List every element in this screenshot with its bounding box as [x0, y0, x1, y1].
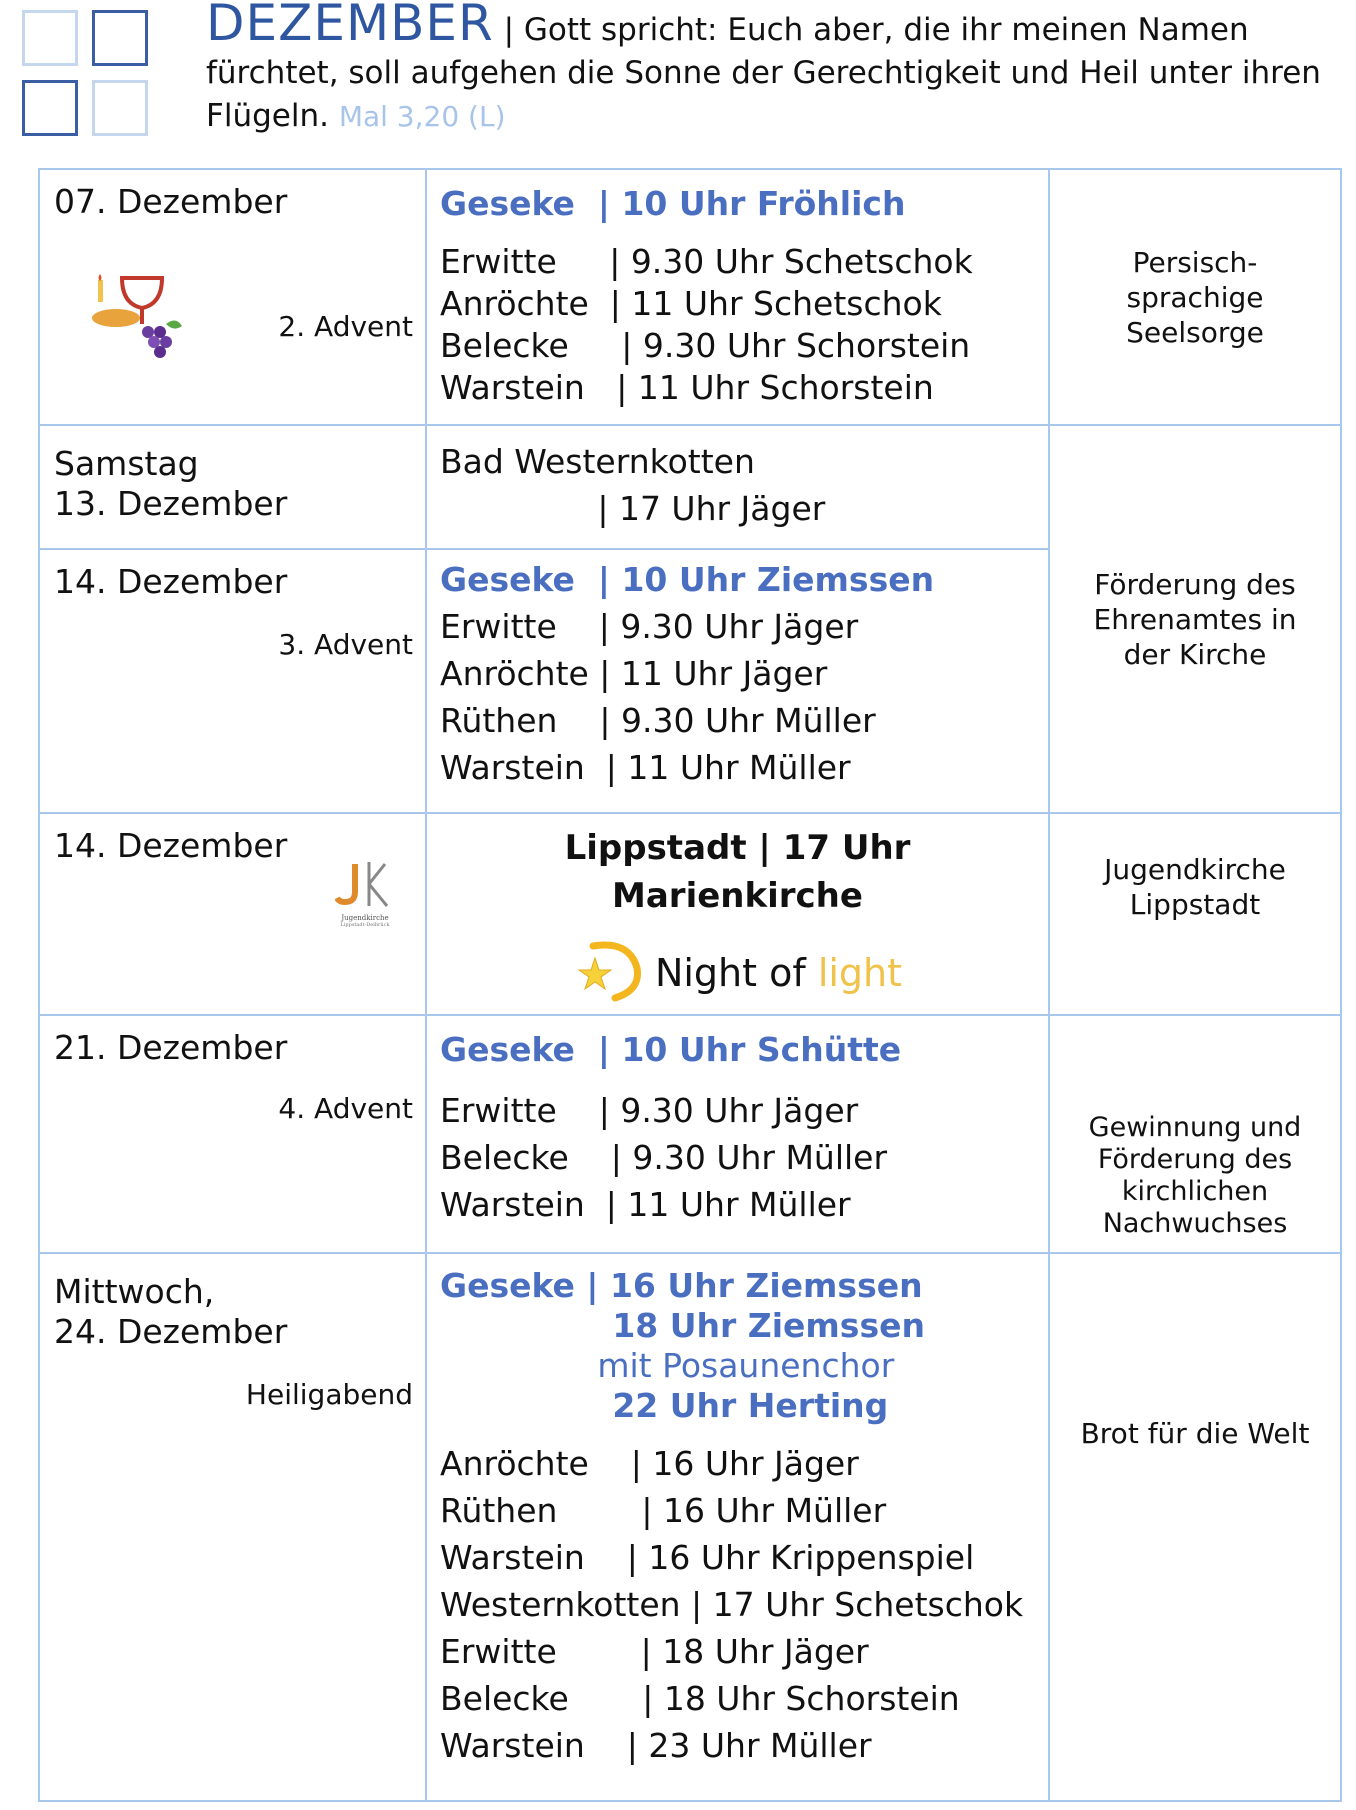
logo-square-dark — [22, 80, 78, 136]
date-label: 13. Dezember — [54, 484, 288, 523]
service-line: Erwitte | 18 Uhr Jäger — [440, 1632, 869, 1671]
collection-purpose: Förderung des Ehrenamtes in der Kirche — [1093, 567, 1297, 671]
service-line: mit Posaunenchor — [440, 1346, 895, 1385]
services-cell — [426, 813, 1049, 1015]
date-label: 07. Dezember — [54, 182, 288, 221]
table-row — [39, 1253, 1341, 1801]
service-place-time: Lippstadt | 17 Uhr — [564, 828, 911, 868]
logo-caption: Jugendkirche — [341, 914, 389, 922]
service-line: 18 Uhr Ziemssen — [440, 1306, 925, 1345]
service-line: Bad Westernkotten — [440, 442, 755, 481]
date-label: 24. Dezember — [54, 1312, 288, 1351]
date-weekday: Mittwoch, — [54, 1272, 215, 1311]
service-line: Erwitte | 9.30 Uhr Jäger — [440, 607, 859, 646]
service-line: Warstein | 16 Uhr Krippenspiel — [440, 1538, 975, 1577]
service-line: Rüthen | 9.30 Uhr Müller — [440, 701, 876, 740]
page-header — [206, 2, 1346, 138]
date-weekday: Samstag — [54, 444, 199, 483]
service-line: Belecke | 9.30 Uhr Schorstein — [440, 326, 971, 365]
date-label: 14. Dezember — [54, 826, 288, 865]
collection-cell — [1049, 169, 1341, 425]
service-line: Geseke | 10 Uhr Ziemssen — [440, 560, 935, 599]
light-label: light — [817, 951, 903, 995]
date-cell — [39, 169, 426, 425]
collection-cell — [1049, 813, 1341, 1015]
occasion-label: 3. Advent — [278, 628, 413, 661]
jugendkirche-logo-icon — [330, 858, 400, 928]
service-line: Anröchte | 16 Uhr Jäger — [440, 1444, 859, 1483]
service-line: | 17 Uhr Jäger — [440, 489, 826, 528]
occasion-label: 4. Advent — [278, 1092, 413, 1125]
date-cell — [39, 425, 426, 549]
logo-square-dark — [92, 10, 148, 66]
logo-subcaption: Lippstadt-Delbrück — [340, 922, 390, 928]
communion-icon — [88, 272, 188, 366]
service-line: Erwitte | 9.30 Uhr Schetschok — [440, 242, 973, 281]
collection-cell — [1049, 1253, 1341, 1801]
service-line: Warstein | 11 Uhr Schorstein — [440, 368, 934, 407]
collection-purpose: Gewinnung und Förderung des kirchlichen Nachwuchses — [1088, 1112, 1302, 1239]
logo-squares — [22, 10, 152, 140]
verse-reference: Mal 3,20 (L) — [338, 100, 506, 133]
service-line: Rüthen | 16 Uhr Müller — [440, 1491, 887, 1530]
month-title: DEZEMBER — [206, 0, 494, 52]
services-cell — [426, 1253, 1049, 1801]
shooting-star-icon — [573, 940, 643, 1011]
logo-square-light — [92, 80, 148, 136]
date-cell — [39, 1015, 426, 1253]
services-cell — [426, 1015, 1049, 1253]
service-church: Marienkirche — [612, 876, 863, 916]
date-cell — [39, 813, 426, 1015]
table-row — [39, 1015, 1341, 1253]
service-line: Warstein | 23 Uhr Müller — [440, 1726, 872, 1765]
service-line: Anröchte | 11 Uhr Schetschok — [440, 284, 942, 323]
night-of-label: Night of — [654, 951, 818, 995]
monthly-verse: | Gott spricht: Euch aber, die ihr meinen Namen fürchtet, soll aufgehen die Sonne der Gerechtigkeit und Heil unter ihren Flügeln. — [206, 12, 1321, 134]
table-row — [39, 425, 1341, 549]
date-label: 14. Dezember — [54, 562, 288, 601]
service-line: 22 Uhr Herting — [440, 1386, 889, 1425]
logo-square-light — [22, 10, 78, 66]
services-cell — [426, 549, 1049, 813]
occasion-label: 2. Advent — [278, 310, 413, 343]
collection-purpose: Persisch- sprachige Seelsorge — [1126, 245, 1264, 349]
service-line: Geseke | 10 Uhr Schütte — [440, 1030, 902, 1069]
table-row — [39, 813, 1341, 1015]
services-cell — [426, 425, 1049, 549]
service-line: Westernkotten | 17 Uhr Schetschok — [440, 1585, 1024, 1624]
service-line: Erwitte | 9.30 Uhr Jäger — [440, 1091, 859, 1130]
collection-purpose: Brot für die Welt — [1080, 1417, 1310, 1450]
service-line: Belecke | 18 Uhr Schorstein — [440, 1679, 960, 1718]
occasion-label: Heiligabend — [245, 1378, 413, 1411]
service-line: Warstein | 11 Uhr Müller — [440, 1185, 851, 1224]
night-of-light-title — [427, 940, 1048, 1011]
collection-cell — [1049, 1015, 1341, 1253]
date-label: 21. Dezember — [54, 1028, 288, 1067]
service-line: Warstein | 11 Uhr Müller — [440, 748, 851, 787]
service-schedule-table — [38, 168, 1342, 1802]
services-cell — [426, 169, 1049, 425]
collection-cell — [1049, 425, 1341, 813]
date-cell — [39, 549, 426, 813]
service-line: Geseke | 16 Uhr Ziemssen — [440, 1266, 923, 1305]
service-line: Geseke | 10 Uhr Fröhlich — [440, 184, 906, 223]
service-line: Anröchte | 11 Uhr Jäger — [440, 654, 828, 693]
table-row — [39, 169, 1341, 425]
collection-purpose: Jugendkirche Lippstadt — [1104, 853, 1286, 921]
date-cell — [39, 1253, 426, 1801]
service-line: Belecke | 9.30 Uhr Müller — [440, 1138, 888, 1177]
